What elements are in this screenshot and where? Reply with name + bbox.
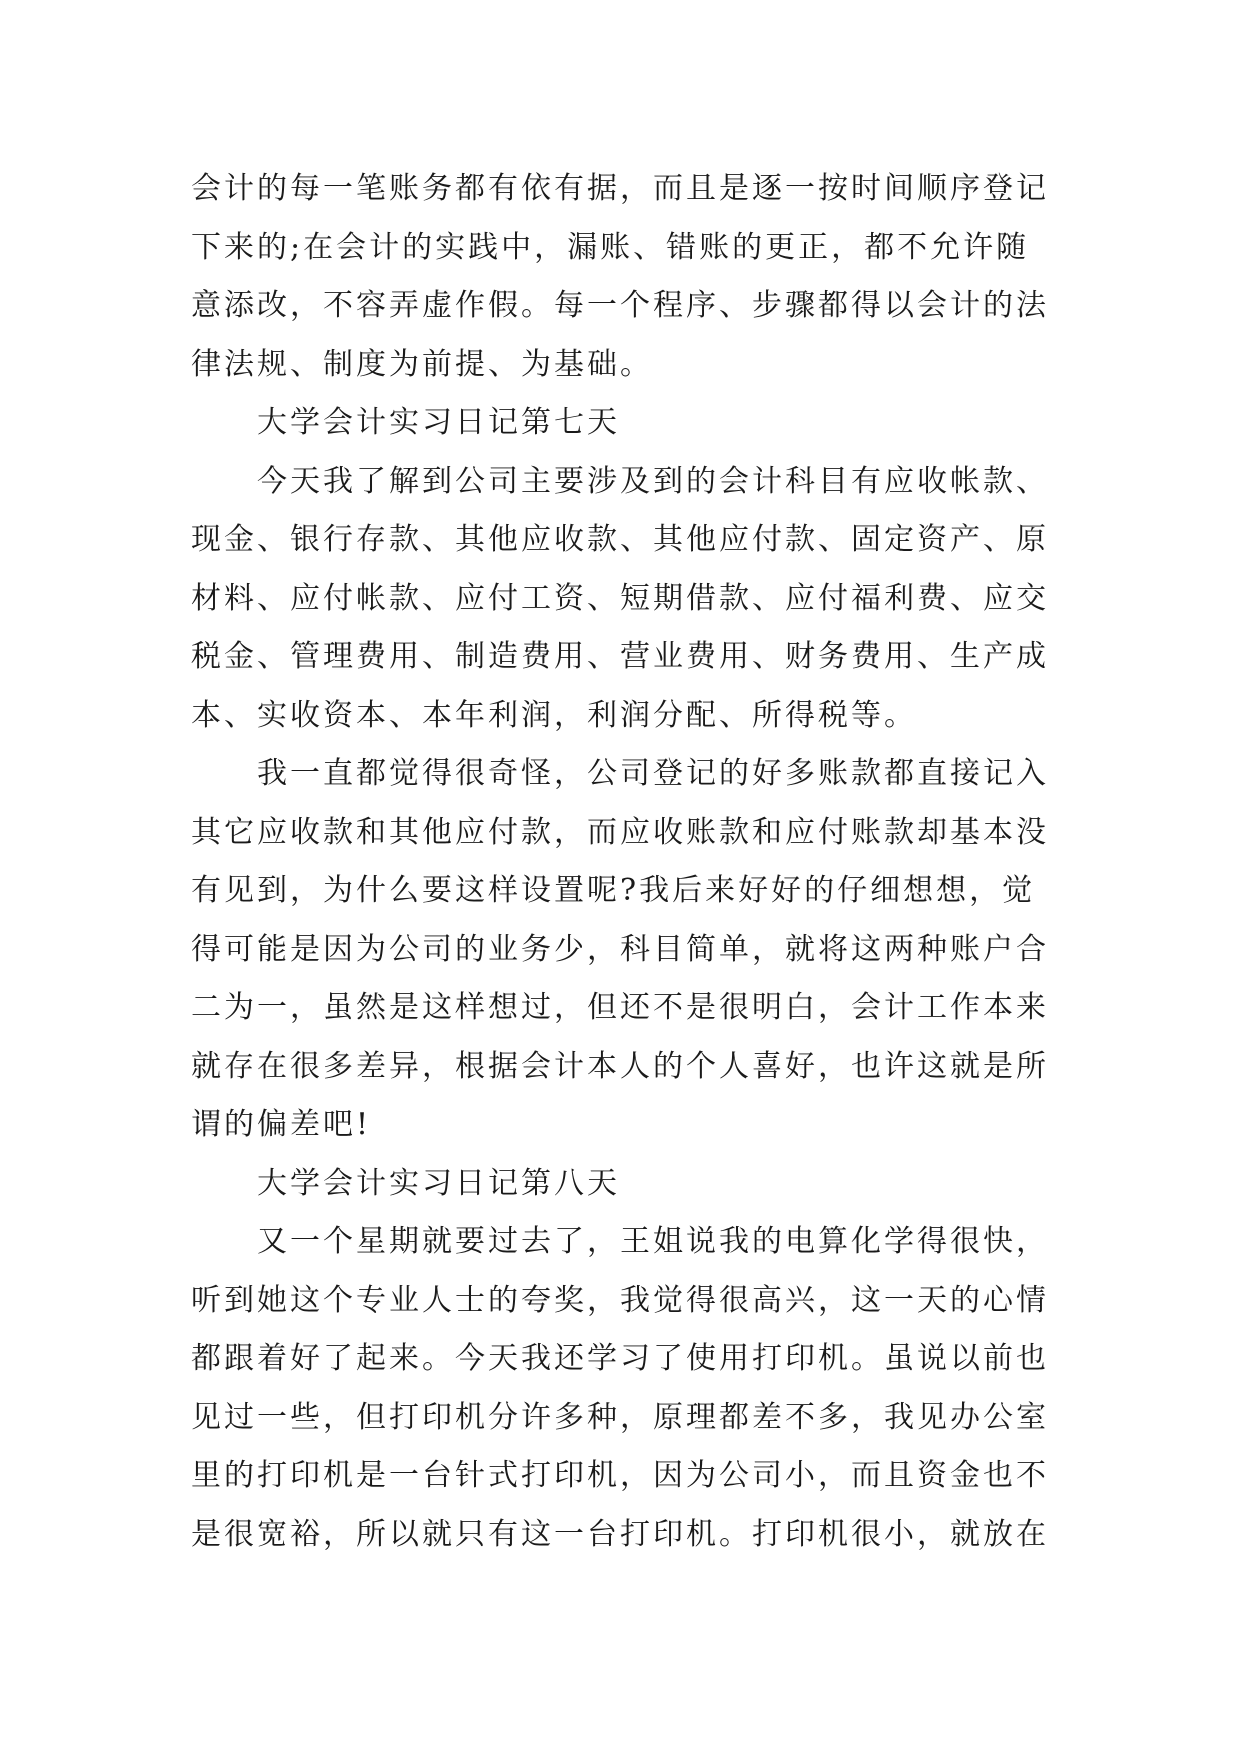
text-line: 就存在很多差异，根据会计本人的个人喜好，也许这就是所 [191, 1048, 1049, 1084]
text-line: 谓的偏差吧! [191, 1107, 372, 1142]
text-line: 又一个星期就要过去了，王姐说我的电算化学得很快， [257, 1224, 1049, 1259]
text-line: 都跟着好了起来。今天我还学习了使用打印机。虽说以前也 [191, 1341, 1049, 1376]
text-line: 是很宽裕，所以就只有这一台打印机。打印机很小，就放在 [191, 1516, 1049, 1552]
text-line: 里的打印机是一台针式打印机，因为公司小，而且资金也不 [191, 1458, 1049, 1493]
text-line: 今天我了解到公司主要涉及到的会计科目有应收帐款、 [257, 463, 1049, 499]
text-line: 有见到，为什么要这样设置呢?我后来好好的仔细想想，觉 [191, 873, 1036, 908]
section-heading-day-8: 大学会计实习日记第八天 [257, 1165, 620, 1201]
text-line: 律法规、制度为前提、为基础。 [191, 346, 653, 382]
text-line: 其它应收款和其他应付款，而应收账款和应付账款却基本没 [191, 814, 1049, 850]
text-line: 意添改，不容弄虚作假。每一个程序、步骤都得以会计的法 [191, 288, 1049, 323]
text-line: 本、实收资本、本年利润，利润分配、所得税等。 [191, 697, 917, 733]
text-line: 下来的;在会计的实践中，漏账、错账的更正，都不允许随 [191, 229, 1030, 265]
text-line: 见过一些，但打印机分许多种，原理都差不多，我见办公室 [191, 1399, 1049, 1435]
document-body [191, 160, 1071, 1564]
section-heading-day-7: 大学会计实习日记第七天 [257, 405, 620, 440]
text-line: 听到她这个专业人士的夸奖，我觉得很高兴，这一天的心情 [191, 1282, 1049, 1318]
text-line: 得可能是因为公司的业务少，科目简单，就将这两种账户合 [191, 931, 1049, 967]
text-line: 会计的每一笔账务都有依有据，而且是逐一按时间顺序登记 [191, 171, 1049, 206]
text-line: 材料、应付帐款、应付工资、短期借款、应付福利费、应交 [191, 580, 1049, 616]
text-line: 我一直都觉得很奇怪，公司登记的好多账款都直接记入 [257, 756, 1049, 791]
text-line: 税金、管理费用、制造费用、营业费用、财务费用、生产成 [191, 639, 1049, 674]
text-line: 现金、银行存款、其他应收款、其他应付款、固定资产、原 [191, 522, 1049, 557]
text-line: 二为一，虽然是这样想过，但还不是很明白，会计工作本来 [191, 990, 1049, 1025]
